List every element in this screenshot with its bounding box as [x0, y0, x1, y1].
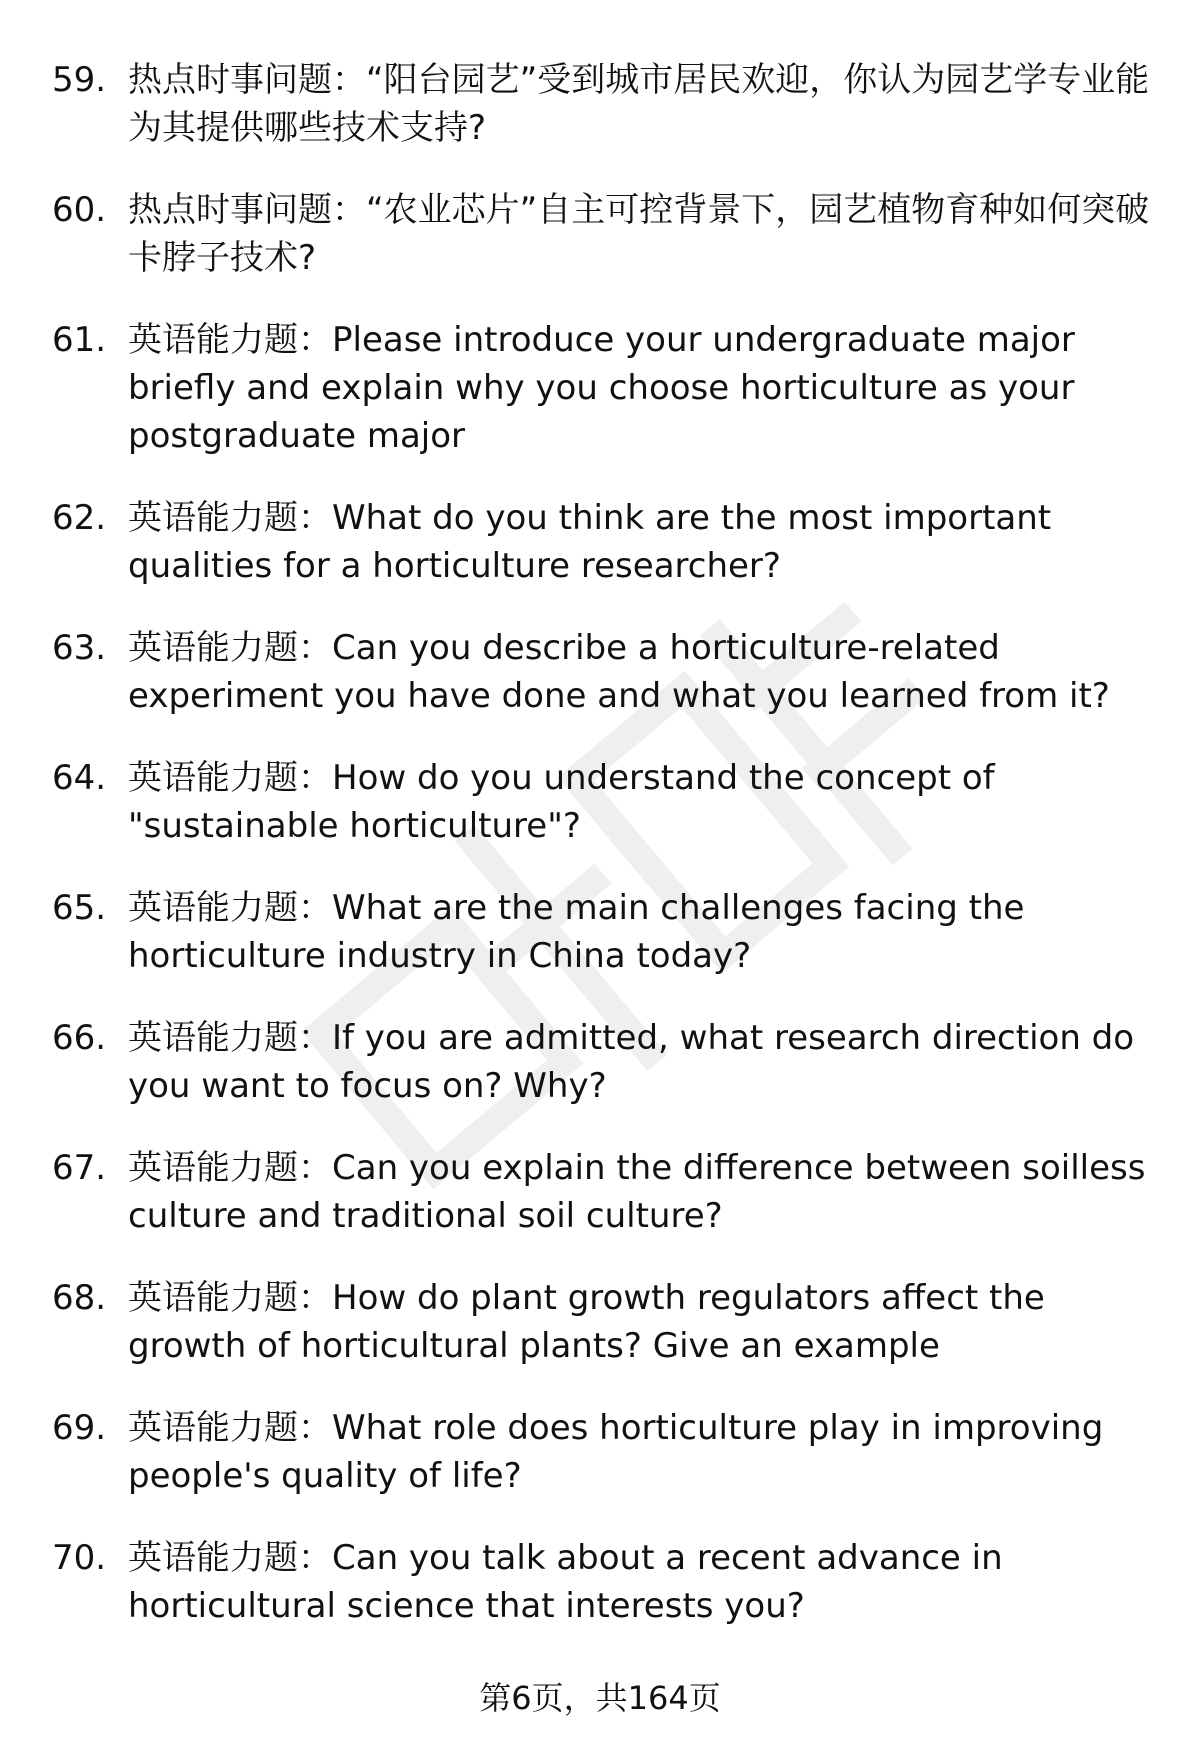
- question-number: 70.: [52, 1538, 107, 1578]
- question-text: 英语能力题：Can you talk about a recent advance in horticultural science that interests you?: [128, 1538, 1003, 1626]
- question-number: 66.: [52, 1018, 107, 1058]
- question-text: 英语能力题：What do you think are the most important qualities for a horticulture researcher?: [128, 498, 1052, 586]
- page-number-label: 第6页，共164页: [479, 1679, 721, 1717]
- question-item: [0, 1404, 1200, 1500]
- question-item: [0, 754, 1200, 850]
- question-number: 62.: [52, 498, 107, 538]
- question-item: [0, 1274, 1200, 1370]
- question-text: 英语能力题：If you are admitted, what research direction do you want to focus on? Why?: [128, 1018, 1135, 1106]
- question-item: [0, 186, 1200, 282]
- question-text: 英语能力题：How do you understand the concept of "sustainable horticulture"?: [128, 758, 995, 846]
- question-item: [0, 494, 1200, 590]
- question-text: 英语能力题：Can you explain the difference between soilless culture and traditional soil culture?: [128, 1148, 1146, 1236]
- question-number: 69.: [52, 1408, 107, 1448]
- question-item: [0, 624, 1200, 720]
- question-text: 英语能力题：What role does horticulture play in improving people's quality of life?: [128, 1408, 1104, 1496]
- question-number: 64.: [52, 758, 107, 798]
- question-item: [0, 1144, 1200, 1240]
- question-item: [0, 1014, 1200, 1110]
- question-text: 英语能力题：How do plant growth regulators affect the growth of horticultural plants? Give an example: [128, 1278, 1045, 1366]
- question-list: [0, 56, 1200, 1664]
- question-text: 英语能力题：What are the main challenges facing the horticulture industry in China today?: [128, 888, 1025, 976]
- question-item: [0, 316, 1200, 460]
- question-number: 65.: [52, 888, 107, 928]
- question-item: [0, 884, 1200, 980]
- question-text: 热点时事问题：“阳台园艺”受到城市居民欢迎，你认为园艺学专业能为其提供哪些技术支持?: [128, 60, 1150, 148]
- question-text: 热点时事问题：“农业芯片”自主可控背景下，园艺植物育种如何突破卡脖子技术?: [128, 190, 1150, 278]
- question-number: 60.: [52, 190, 107, 230]
- question-number: 67.: [52, 1148, 107, 1188]
- question-number: 68.: [52, 1278, 107, 1318]
- question-number: 59.: [52, 60, 107, 100]
- page-footer: [0, 1676, 1200, 1720]
- question-text: 英语能力题：Can you describe a horticulture-related experiment you have done and what you learned from it?: [128, 628, 1110, 716]
- question-item: [0, 1534, 1200, 1630]
- question-item: [0, 56, 1200, 152]
- question-number: 63.: [52, 628, 107, 668]
- question-text: 英语能力题：Please introduce your undergraduate major briefly and explain why you choose horticulture as your postgraduate major: [128, 320, 1075, 456]
- question-number: 61.: [52, 320, 107, 360]
